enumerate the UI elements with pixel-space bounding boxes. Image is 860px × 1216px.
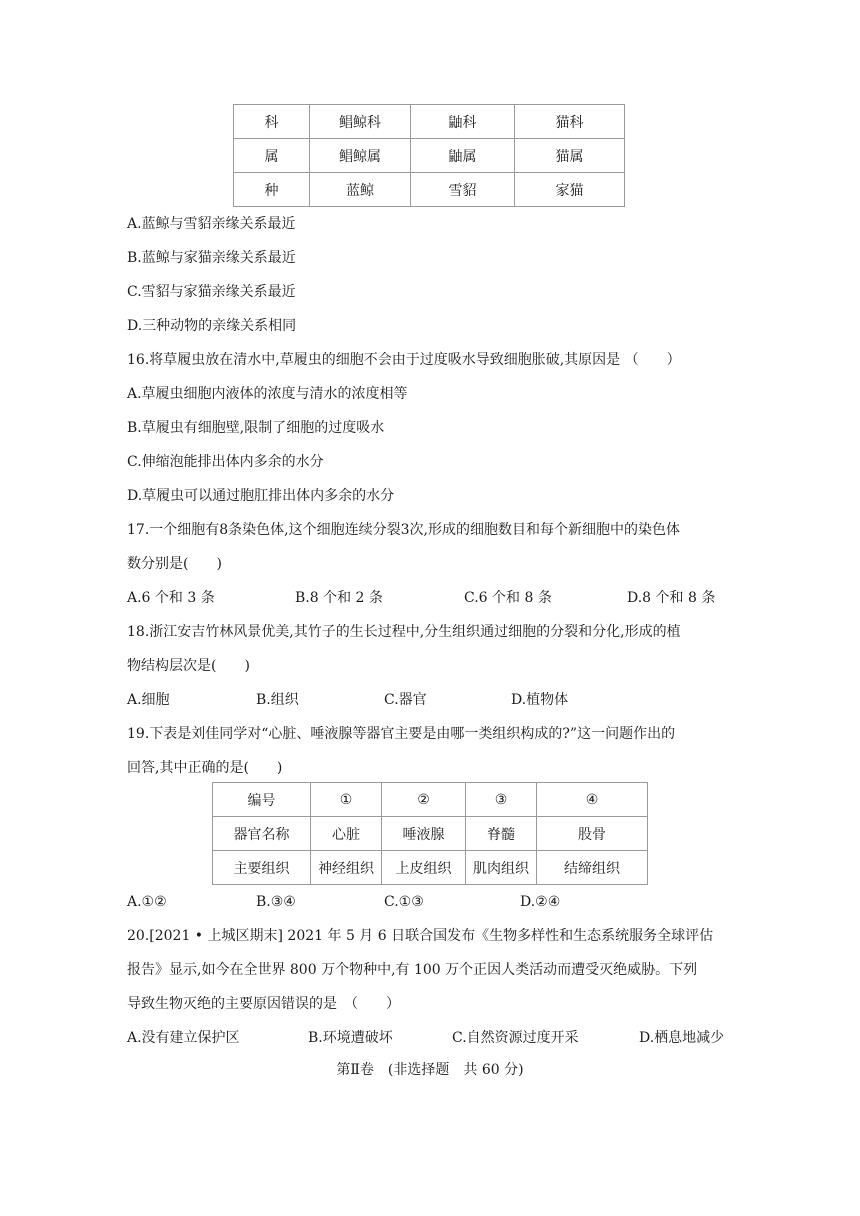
table-cell: ② — [382, 783, 466, 817]
q17-option-c: C.6 个和 8 条 — [464, 590, 552, 606]
q15-option-c: C.雪貂与家猫亲缘关系最近 — [127, 284, 296, 300]
q19-option-b: B.③④ — [256, 894, 296, 910]
table-cell: 猫属 — [515, 139, 625, 173]
q19-stem-line2: 回答,其中正确的是( ) — [127, 760, 283, 776]
table-row — [234, 173, 625, 207]
table-cell: 雪貂 — [411, 173, 515, 207]
q20-option-d: D.栖息地减少 — [639, 1030, 725, 1046]
table-row — [213, 817, 648, 851]
q19-option-c: C.①③ — [384, 894, 424, 910]
q19-stem-line1: 19.下表是刘佳同学对“心脏、唾液腺等器官主要是由哪一类组织构成的?”这一问题作出的 — [127, 726, 676, 742]
table-cell: 神经组织 — [311, 851, 382, 885]
q15-option-d: D.三种动物的亲缘关系相同 — [127, 318, 297, 334]
table-cell: 器官名称 — [213, 817, 311, 851]
table-cell: 鲳鲸科 — [310, 105, 411, 139]
table-cell: 主要组织 — [213, 851, 311, 885]
table-cell: 猫科 — [515, 105, 625, 139]
table-row — [234, 139, 625, 173]
q20-option-b: B.环境遭破坏 — [308, 1030, 393, 1046]
table-cell: 结缔组织 — [537, 851, 648, 885]
table-cell: 种 — [234, 173, 310, 207]
table-cell: 上皮组织 — [382, 851, 466, 885]
table-cell: 鼬科 — [411, 105, 515, 139]
q16-option-a: A.草履虫细胞内液体的浓度与清水的浓度相等 — [127, 386, 408, 402]
table-cell: 唾液腺 — [382, 817, 466, 851]
q17-option-d: D.8 个和 8 条 — [627, 590, 716, 606]
q15-option-b: B.蓝鲸与家猫亲缘关系最近 — [127, 250, 296, 266]
table-cell: ④ — [537, 783, 648, 817]
table-cell: 心脏 — [311, 817, 382, 851]
table-row — [213, 851, 648, 885]
table-cell: 家猫 — [515, 173, 625, 207]
q17-option-a: A.6 个和 3 条 — [127, 590, 215, 606]
q20-option-c: C.自然资源过度开采 — [452, 1030, 579, 1046]
table-cell: 脊髓 — [466, 817, 537, 851]
q20-stem-line1: 20.[2021 • 上城区期末] 2021 年 5 月 6 日联合国发布《生物多样性和生态系统服务全球评估 — [127, 928, 714, 944]
table-row — [234, 105, 625, 139]
table-cell: 肌肉组织 — [466, 851, 537, 885]
q20-stem-line2: 报告》显示,如今在全世界 800 万个物种中,有 100 万个正因人类活动而遭受灭绝威胁。下列 — [127, 962, 698, 978]
q17-stem-line1: 17.一个细胞有8条染色体,这个细胞连续分裂3次,形成的细胞数目和每个新细胞中的染色体 — [127, 522, 680, 538]
section-footer: 第Ⅱ卷 (非选择题 共 60 分) — [336, 1062, 524, 1078]
q19-option-a: A.①② — [127, 894, 167, 910]
taxonomy-table — [233, 104, 625, 207]
q16-option-d: D.草履虫可以通过胞肛排出体内多余的水分 — [127, 488, 395, 504]
q16-option-c: C.伸缩泡能排出体内多余的水分 — [127, 454, 324, 470]
table-cell: ① — [311, 783, 382, 817]
table-cell: 属 — [234, 139, 310, 173]
q18-option-d: D.植物体 — [511, 692, 569, 708]
q18-option-c: C.器官 — [384, 692, 427, 708]
q17-stem-line2: 数分别是( ) — [127, 556, 222, 572]
q20-stem-line3: 导致生物灭绝的主要原因错误的是 （ ） — [127, 996, 400, 1012]
organ-tissue-table — [212, 782, 648, 885]
q16-stem: 16.将草履虫放在清水中,草履虫的细胞不会由于过度吸水导致细胞胀破,其原因是 （ ） — [127, 352, 681, 368]
table-cell: ③ — [466, 783, 537, 817]
table-cell: 蓝鲸 — [310, 173, 411, 207]
q16-option-b: B.草履虫有细胞壁,限制了细胞的过度吸水 — [127, 420, 385, 436]
q18-option-a: A.细胞 — [127, 692, 170, 708]
table-cell: 鲳鲸属 — [310, 139, 411, 173]
table-row — [213, 783, 648, 817]
q20-option-a: A.没有建立保护区 — [127, 1030, 240, 1046]
q19-option-d: D.②④ — [520, 894, 561, 910]
q18-stem-line2: 物结构层次是( ) — [127, 658, 250, 674]
table-cell: 科 — [234, 105, 310, 139]
table-cell: 鼬属 — [411, 139, 515, 173]
table-cell: 编号 — [213, 783, 311, 817]
table-cell: 股骨 — [537, 817, 648, 851]
q17-option-b: B.8 个和 2 条 — [295, 590, 383, 606]
q18-option-b: B.组织 — [256, 692, 299, 708]
q15-option-a: A.蓝鲸与雪貂亲缘关系最近 — [127, 216, 296, 232]
q18-stem-line1: 18.浙江安吉竹林风景优美,其竹子的生长过程中,分生组织通过细胞的分裂和分化,形成的植 — [127, 624, 681, 640]
